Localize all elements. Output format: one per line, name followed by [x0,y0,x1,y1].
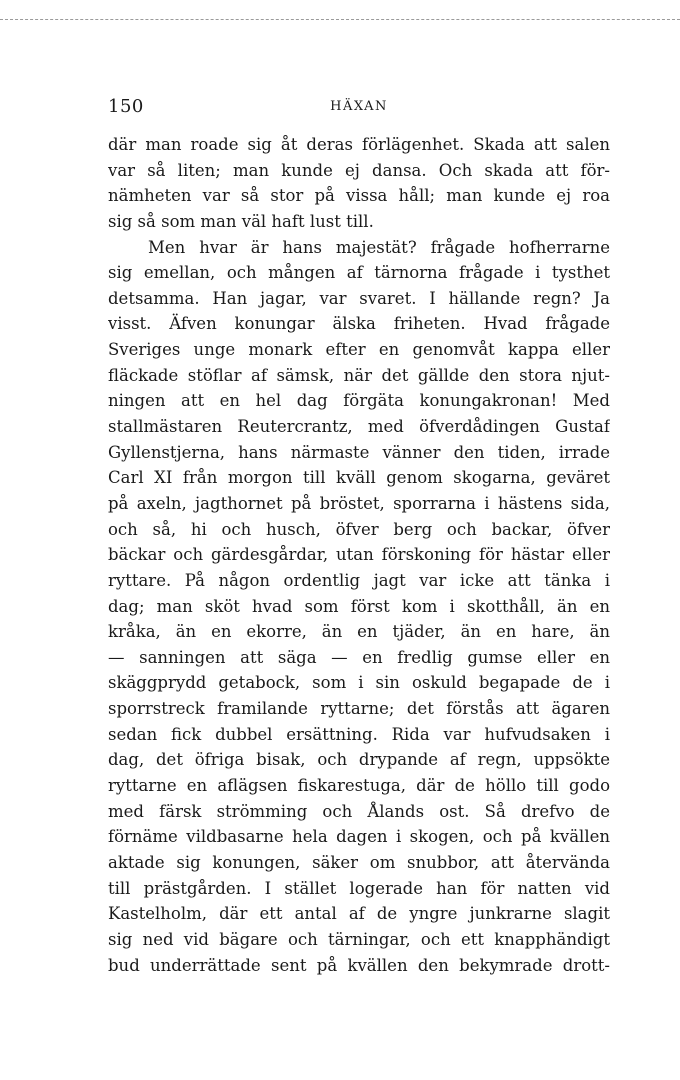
page-header [108,96,610,118]
text-line: — sanningen att säga — en fredlig gumse eller en [108,647,610,667]
page-number: 150 [108,96,144,117]
text-line: sig så som man väl haft lust till. [108,211,374,231]
running-title: HÄXAN [330,99,388,114]
text-line: dag, det öfriga bisak, och drypande af regn, uppsökte [108,750,610,770]
text-line: kråka, än en ekorre, än en tjäder, än en hare, än [108,622,610,642]
text-line: förnäme vildbasarne hela dagen i skogen, och på kvällen [108,827,610,847]
text-line: och så, hi och husch, öfver berg och backar, öfver [108,519,610,539]
text-line: bud underrättade sent på kvällen den bekymrade drott- [108,955,610,975]
text-line: sporrstreck framilande ryttarne; det förstås att ägaren [108,699,610,719]
text-line: Sveriges unge monark efter en genomvåt kappa eller [108,340,610,360]
text-line: sig emellan, och mången af tärnorna frågade i tysthet [108,263,610,283]
text-line: detsamma. Han jagar, var svaret. I hällande regn? Ja [108,288,610,308]
text-line: där man roade sig åt deras förlägenhet. Skada att salen [108,135,610,154]
page-top-edge [0,19,680,20]
text-line: ryttarne en aflägsen fiskarestuga, där de höllo till godo [108,776,610,796]
text-line: Kastelholm, där ett antal af de yngre junkrarne slagit [108,904,610,924]
text-line: Gyllenstjerna, hans närmaste vänner den tiden, irrade [108,442,610,462]
text-line: Carl XI från morgon till kväll genom skogarna, geväret [108,468,610,488]
text-line: aktade sig konungen, säker om snubbor, att återvända [108,852,610,872]
text-line: var så liten; man kunde ej dansa. Och skada att för- [108,160,610,180]
text-line: dag; man sköt hvad som först kom i skotthåll, än en [108,596,610,616]
text-line: ningen att en hel dag förgäta konungakronan! Med [108,391,610,411]
text-line: fläckade stöflar af sämsk, när det gällde den stora njut- [108,365,610,385]
text-line: skäggprydd getabock, som i sin oskuld begapade de i [108,673,610,693]
text-line: sig ned vid bägare och tärningar, och ett knapphändigt [108,929,610,949]
text-line: till prästgården. I stället logerade han för natten vid [108,878,610,898]
text-line: stallmästaren Reutercrantz, med öfverdådingen Gustaf [108,417,610,437]
text-line: på axeln, jagthornet på bröstet, sporrarna i hästens sida, [108,493,610,513]
text-line: Men hvar är hans majestät? frågade hofherrarne [148,237,610,257]
body-text [108,132,610,978]
text-line: med färsk strömming och Ålands ost. Så drefvo de [108,801,610,821]
text-line: nämheten var så stor på vissa håll; man kunde ej roa [108,186,610,206]
text-line: sedan fick dubbel ersättning. Rida var hufvudsaken i [108,724,610,744]
text-line: ryttare. På någon ordentlig jagt var icke att tänka i [108,570,610,590]
text-line: visst. Äfven konungar älska friheten. Hvad frågade [108,314,610,334]
text-line: bäckar och gärdesgårdar, utan förskoning för hästar eller [108,545,610,565]
